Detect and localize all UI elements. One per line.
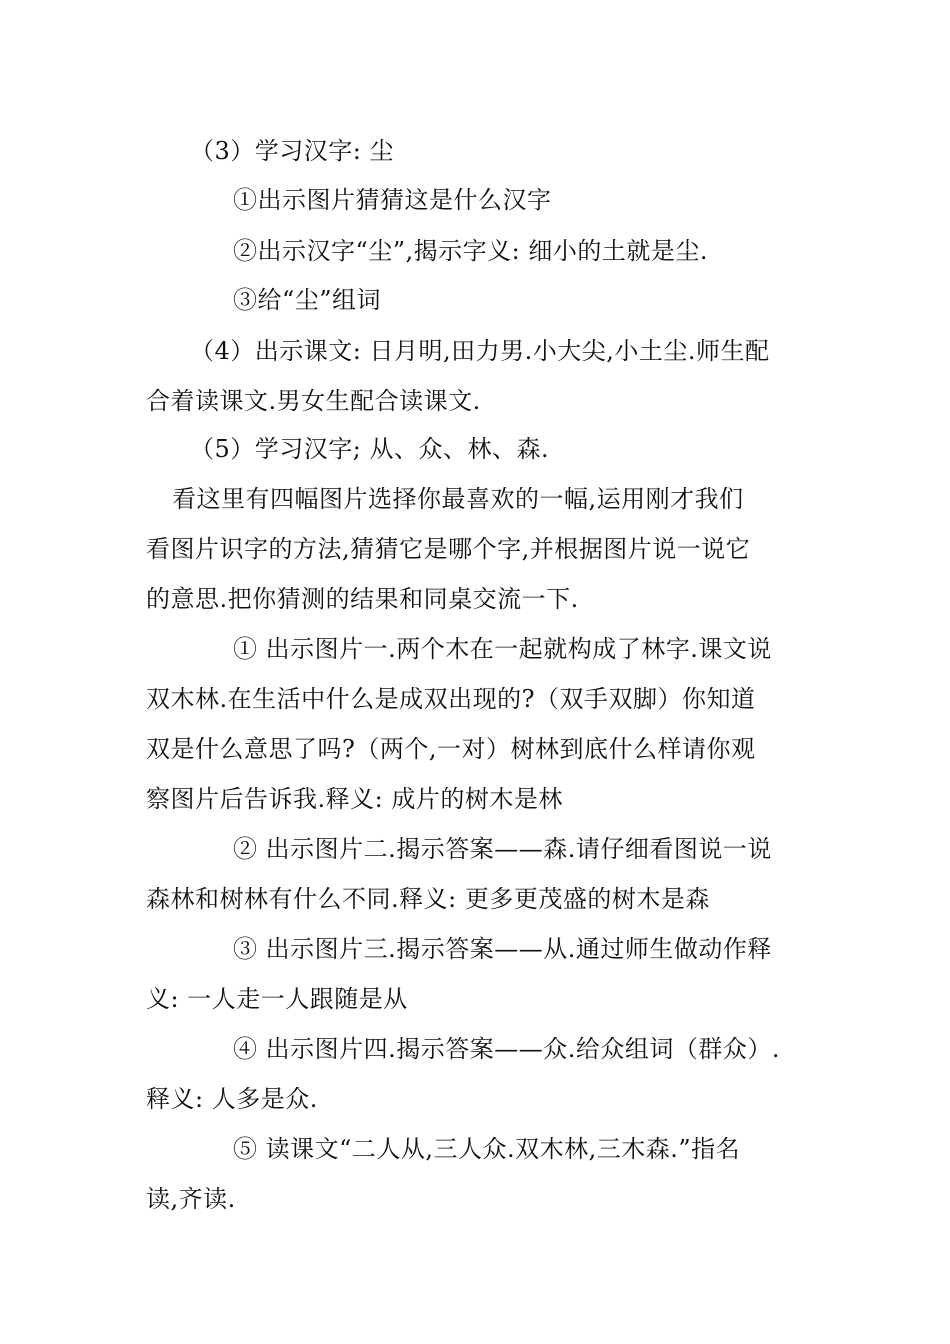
section4-line2: 合着读课文.男女生配合读课文. xyxy=(146,387,481,415)
section5-intro-line: 看图片识字的方法,猜猜它是哪个字,并根据图片说一说它 xyxy=(146,535,751,563)
item3-line: ③ 出示图片三.揭示答案——从.通过师生做动作释 xyxy=(233,935,772,963)
section4-line1: （4）出示课文: 日月明,田力男.小大尖,小土尘.师生配 xyxy=(190,337,770,365)
item5-line: ⑤ 读课文“二人从,三人众.双木林,三木森.”指名 xyxy=(233,1135,741,1163)
item1-line: 双木林.在生活中什么是成双出现的?（双手双脚）你知道 xyxy=(146,685,756,713)
item4-line: 释义: 人多是众. xyxy=(146,1085,318,1113)
section3-step1: ①出示图片猜猜这是什么汉字 xyxy=(233,186,552,214)
section3-step3: ③给“尘”组词 xyxy=(233,286,382,314)
section5-heading: （5）学习汉字; 从、众、林、森. xyxy=(190,435,550,463)
section5-intro-line: 看这里有四幅图片选择你最喜欢的一幅,运用刚才我们 xyxy=(172,485,744,513)
item3-line: 义: 一人走一人跟随是从 xyxy=(146,985,408,1013)
item5-line: 读,齐读. xyxy=(146,1185,236,1213)
item4-line: ④ 出示图片四.揭示答案——众.给众组词（群众）. xyxy=(233,1035,781,1063)
item2-line: 森林和树林有什么不同.释义: 更多更茂盛的树木是森 xyxy=(146,885,710,913)
item1-line: ① 出示图片一.两个木在一起就构成了林字.课文说 xyxy=(233,635,772,663)
item1-line: 察图片后告诉我.释义: 成片的树木是林 xyxy=(146,785,563,813)
item1-line: 双是什么意思了吗?（两个,一对）树林到底什么样请你观 xyxy=(146,735,756,763)
section5-intro-line: 的意思.把你猜测的结果和同桌交流一下. xyxy=(146,585,579,613)
item2-line: ② 出示图片二.揭示答案——森.请仔细看图说一说 xyxy=(233,835,772,863)
section3-step2: ②出示汉字“尘”,揭示字义: 细小的土就是尘. xyxy=(233,237,709,265)
section3-heading: （3）学习汉字: 尘 xyxy=(190,137,394,165)
